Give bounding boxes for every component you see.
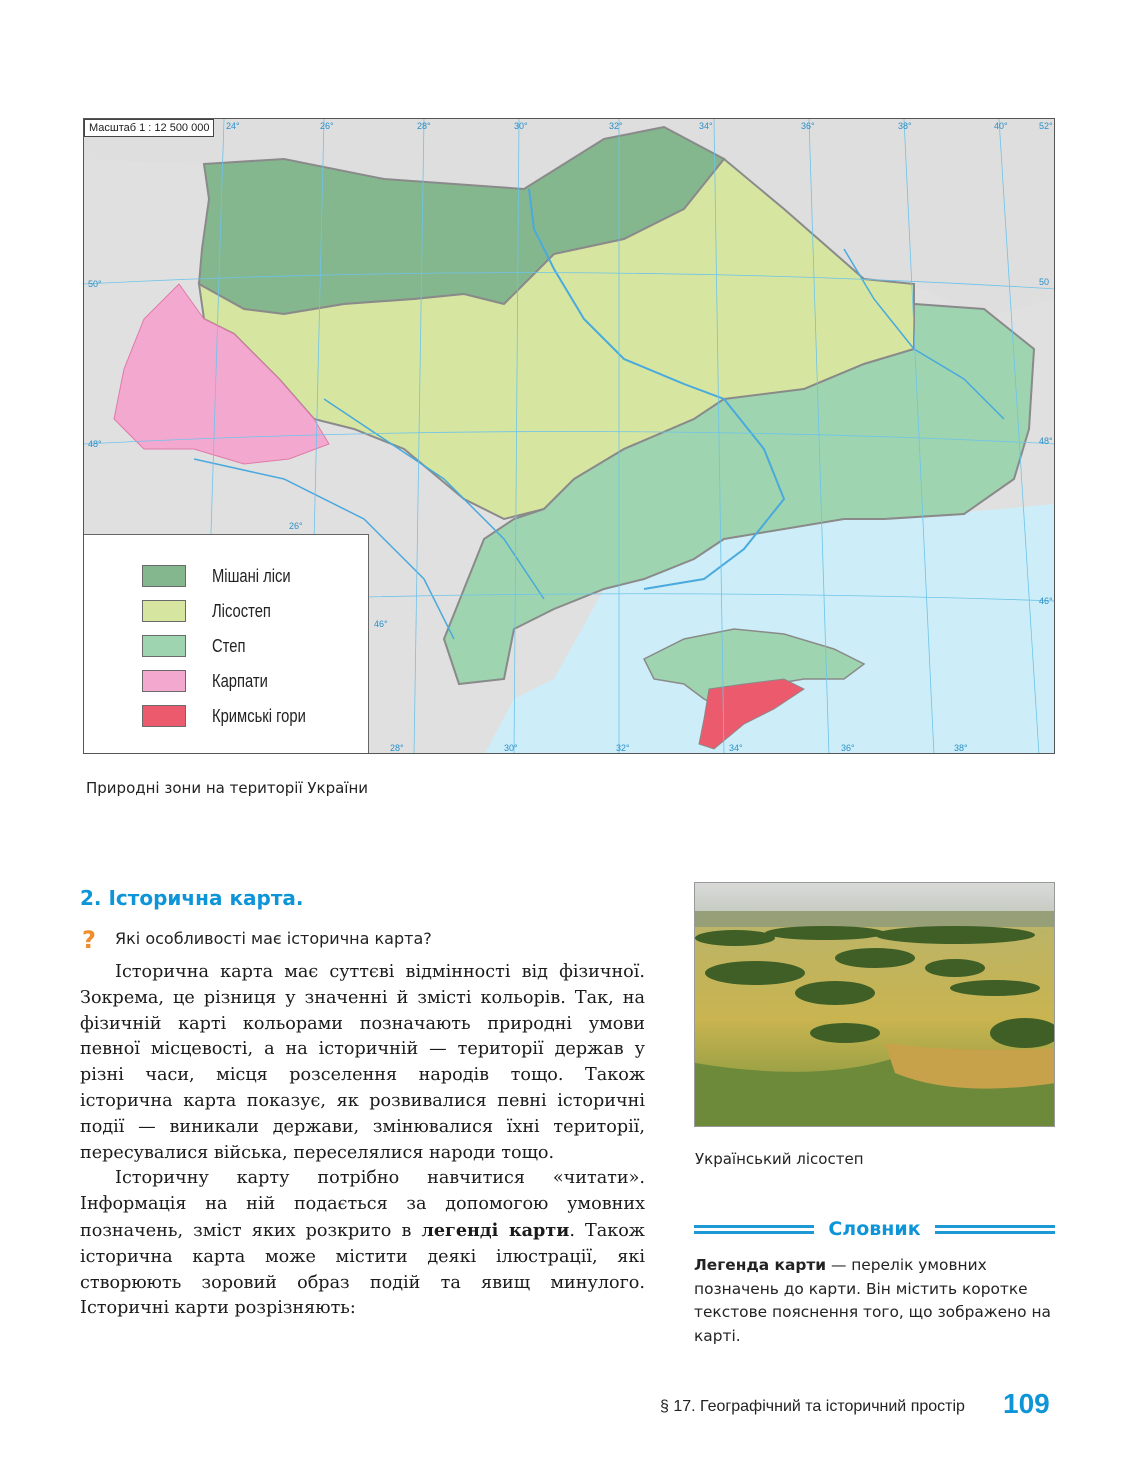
photo-graphic	[695, 883, 1055, 1127]
lon-label: 30°	[514, 121, 528, 131]
photo-caption: Український лісостеп	[695, 1150, 864, 1168]
legend-swatch	[142, 705, 186, 727]
lon-label: 36°	[801, 121, 815, 131]
glossary-definition: — перелік умовних позначень до карти. Він містить коротке текстове пояснення того, що зображено на карті.	[694, 1256, 1051, 1345]
legend-label: Мішані ліси	[212, 565, 291, 586]
section-question: Які особливості має історична карта?	[115, 929, 432, 948]
question-icon: ?	[82, 926, 96, 954]
legend-label: Степ	[212, 635, 246, 656]
page-number: 109	[1003, 1388, 1050, 1419]
lon-label: 26°	[320, 121, 334, 131]
section-title: 2. Історична карта.	[80, 886, 304, 910]
lon-label: 24°	[226, 121, 240, 131]
legend-item-steppe	[142, 633, 253, 659]
legend-label: Кримські гори	[212, 705, 306, 726]
legend-label: Лісостеп	[212, 600, 271, 621]
lat-label: 50°	[88, 279, 102, 289]
lon-label: 38°	[954, 743, 968, 753]
lat-label: 46°	[374, 619, 388, 629]
glossary-entry	[694, 1254, 1056, 1348]
glossary-title: Словник	[828, 1218, 921, 1240]
lon-label: 28°	[390, 743, 404, 753]
map-caption: Природні зони на території України	[86, 779, 369, 797]
footer-chapter: § 17. Географічний та історичний простір	[660, 1398, 965, 1415]
lon-label: 28°	[417, 121, 431, 131]
lat-label: 46°	[1039, 596, 1053, 606]
lon-label: 52°	[1039, 121, 1053, 131]
lon-label: 32°	[609, 121, 623, 131]
lat-label: 48°	[1039, 436, 1053, 446]
lon-label: 40°	[994, 121, 1008, 131]
lat-label: 50	[1039, 277, 1050, 287]
lon-label: 36°	[841, 743, 855, 753]
legend-item-crimean-mountains	[142, 703, 326, 729]
legend-swatch	[142, 565, 186, 587]
legend-item-forest-steppe	[142, 598, 284, 624]
paragraph: Історична карта має суттєві відмінності від фізичної. Зокрема, це різниця у значенні й змісті кольорів. Так, на фізичній карті кольорами позначають природні умови певної місцевості, а на історичній — території держав у різні часи, місця розселення народів тощо. Також історична карта показує, як розвивалися певні історичні події — виникали держави, змінювалися їхні території, пересувалися війська, переселялися народи тощо.	[80, 962, 645, 1163]
glossary-term: Легенда карти	[694, 1256, 827, 1274]
paragraph	[80, 1166, 645, 1322]
legend-label: Карпати	[212, 670, 268, 691]
legend-item-mixed-forests	[142, 563, 308, 589]
map-legend	[84, 534, 369, 754]
lat-label: 48°	[88, 439, 102, 449]
lon-label: 32°	[616, 743, 630, 753]
lon-label: 34°	[729, 743, 743, 753]
lon-label: 34°	[699, 121, 713, 131]
legend-swatch	[142, 670, 186, 692]
paragraph-part: Історичну карту потрібно навчитися «читати». Інформація на ній подається за допомогою умовних позначень, зміст яких розкрито в	[80, 1168, 645, 1241]
map-scale-label: Масштаб 1 : 12 500 000	[84, 119, 214, 137]
natural-zones-map	[83, 118, 1055, 754]
paragraph-part: . Також історична карта може містити деякі ілюстрації, які створюють зоровий образ подій та явищ минулого. Історичні карти розрізняють:	[80, 1220, 645, 1319]
term-highlight: легенді карти	[421, 1219, 570, 1241]
glossary-header	[694, 1216, 1055, 1246]
legend-item-carpathians	[142, 668, 280, 694]
lon-label: 26°	[289, 521, 303, 531]
lon-label: 30°	[504, 743, 518, 753]
lon-label: 38°	[898, 121, 912, 131]
forest-steppe-photo	[694, 882, 1055, 1127]
legend-swatch	[142, 600, 186, 622]
body-text	[80, 960, 645, 1322]
legend-swatch	[142, 635, 186, 657]
